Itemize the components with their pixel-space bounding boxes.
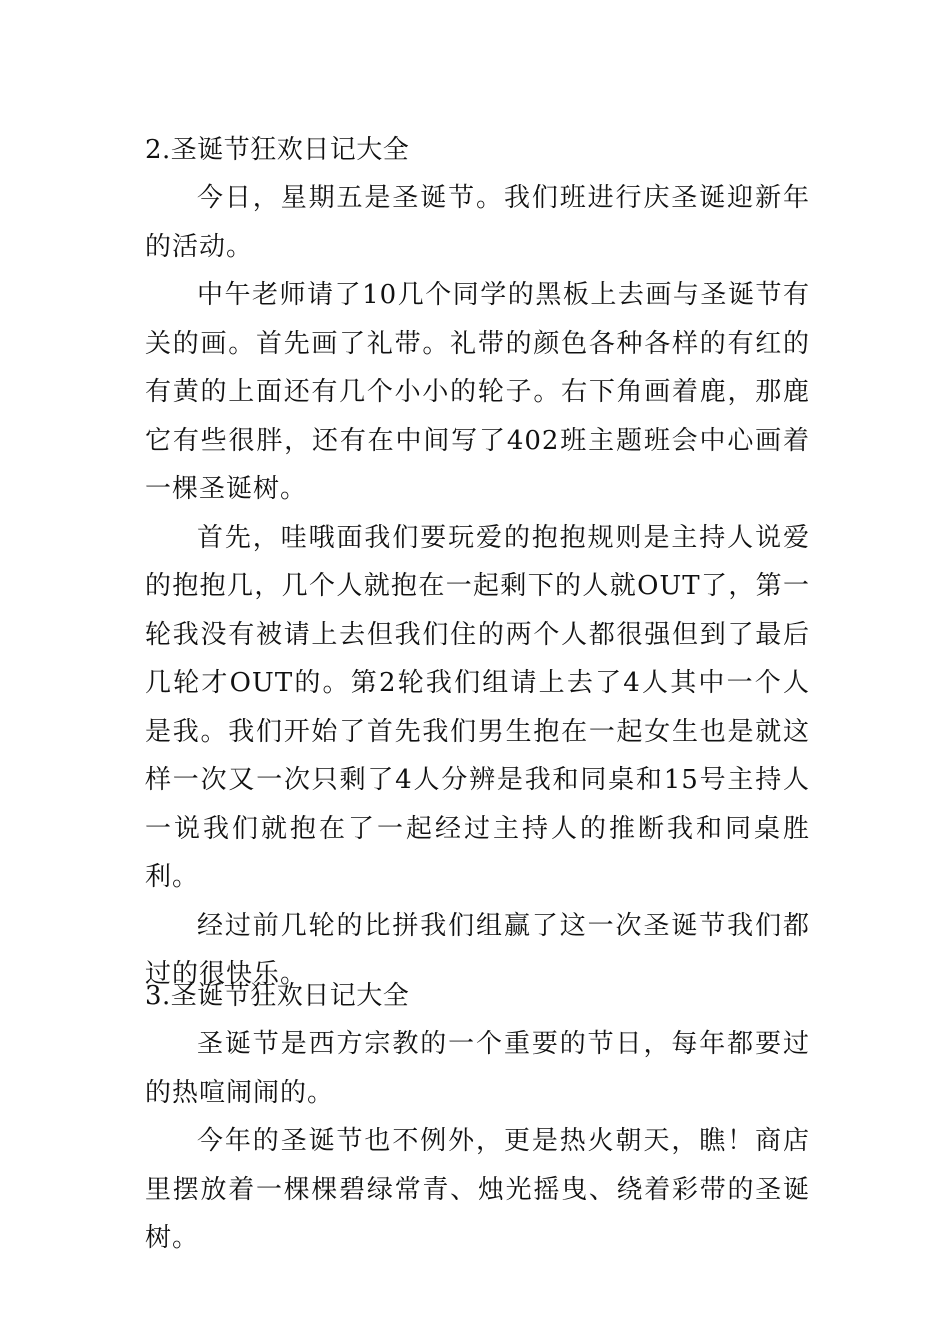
section-2	[145, 126, 810, 999]
section-heading: 2.圣诞节狂欢日记大全	[145, 135, 410, 165]
paragraph: 圣诞节是西方宗教的一个重要的节日，每年都要过的热喧闹闹的。	[145, 1029, 810, 1108]
paragraph: 今年的圣诞节也不例外，更是热火朝天，瞧！商店里摆放着一棵棵碧绿常青、烛光摇曳、绕着彩带的圣诞树。	[145, 1126, 810, 1253]
section-3	[145, 972, 810, 1263]
paragraph: 今日，星期五是圣诞节。我们班进行庆圣诞迎新年的活动。	[145, 183, 810, 262]
paragraph: 经过前几轮的比拼我们组赢了这一次圣诞节我们都过的很快乐。	[145, 910, 810, 989]
paragraph: 中午老师请了10几个同学的黑板上去画与圣诞节有关的画。首先画了礼带。礼带的颜色各种各样的有红的有黄的上面还有几个小小的轮子。右下角画着鹿，那鹿它有些很胖，还有在中间写了402班主题班会中心画着一棵圣诞树。	[145, 280, 810, 504]
section-heading: 3.圣诞节狂欢日记大全	[145, 981, 410, 1011]
paragraph: 首先，哇哦面我们要玩爱的抱抱规则是主持人说爱的抱抱几，几个人就抱在一起剩下的人就OUT了，第一轮我没有被请上去但我们住的两个人都很强但到了最后几轮才OUT的。第2轮我们组请上去了4人其中一个人是我。我们开始了首先我们男生抱在一起女生也是就这样一次又一次只剩了4人分辨是我和同桌和15号主持人一说我们就抱在了一起经过主持人的推断我和同桌胜利。	[145, 522, 810, 892]
